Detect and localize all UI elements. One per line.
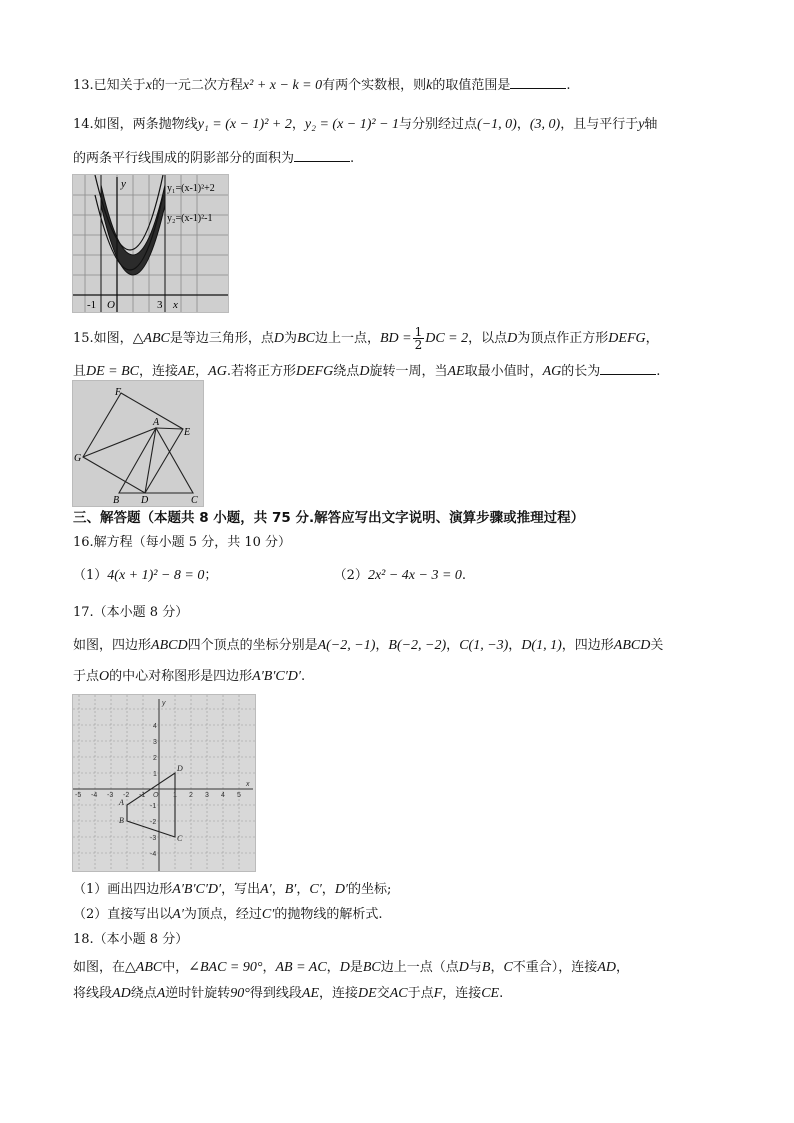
q18-D2: D <box>458 960 469 975</box>
q15-AE2: AE <box>447 364 465 379</box>
q14-fig-y2-label: y₂=(x-1)²-1 <box>167 213 213 224</box>
q16-p2-end: . <box>461 568 467 583</box>
q18-l2-a: 绕点 <box>130 986 157 1001</box>
q15-sep: ， <box>195 364 209 379</box>
q16-p1-end: ； <box>204 568 218 583</box>
q15-fig-A: A <box>153 417 160 428</box>
q15-fig-E: E <box>184 427 191 438</box>
q16-p2-label: （2） <box>333 568 368 583</box>
q17-ytick--2: -2 <box>150 819 157 826</box>
q15-end: . <box>656 364 661 379</box>
q18-f: 不重合），连接 <box>512 960 598 975</box>
question-17-line2 <box>73 667 733 687</box>
q13-k: k <box>426 78 433 93</box>
q18-l2-c: 得到线段 <box>249 986 302 1001</box>
q17-ytick-4: 4 <box>153 723 157 730</box>
q14-fig-origin: O <box>107 299 115 311</box>
q17-xtick--4: -4 <box>91 792 98 799</box>
q14-fig-x-label: x <box>173 299 178 311</box>
q18-b: ， <box>326 960 340 975</box>
q17-xtick-5: 5 <box>237 792 241 799</box>
q17-D: D(1, 1) <box>521 638 562 653</box>
q15-figure <box>72 380 204 507</box>
q15-DEFG: DEFG <box>608 331 646 346</box>
q17-xtick--5: -5 <box>75 792 82 799</box>
question-14-line2 <box>73 147 733 169</box>
q15-end1: ， <box>645 331 659 346</box>
q14-fig-3: 3 <box>157 299 163 311</box>
q14-comma: ， <box>291 117 305 132</box>
q17-sub2-mid: 为顶点，经过 <box>183 907 262 922</box>
q14-parabola-2: y₂ = (x − 1)² − 1 <box>304 117 400 132</box>
q18-l2-end: . <box>499 986 504 1001</box>
q13-end: . <box>566 78 571 93</box>
q17-fig-C: C <box>177 834 183 843</box>
q18-deg: 90° <box>230 986 250 1001</box>
q13-x: x <box>145 78 152 93</box>
q17-sub1-end: 的坐标; <box>348 882 392 897</box>
question-13 <box>73 74 733 96</box>
q15-b: 为 <box>284 331 298 346</box>
q15-l2-prefix: 且 <box>73 364 87 379</box>
q15-dc: DC = 2 <box>425 331 469 346</box>
q17-ytick-2: 2 <box>153 755 157 762</box>
question-18-line2 <box>73 984 733 1004</box>
q18-l2-b: 逆时针旋转 <box>165 986 231 1001</box>
q18-l2-f: 于点 <box>407 986 434 1001</box>
q15-AE: AE <box>178 364 196 379</box>
question-17-sub1: （1）画出四边形A′B′C′D′，写出A′，B′，C′，D′的坐标; <box>73 882 392 897</box>
q14-suffix: ，且与平行于 <box>560 117 639 132</box>
q15-prefix: 15.如图， <box>73 331 133 346</box>
q17-y-label: y <box>162 700 166 707</box>
q17-ytick--3: -3 <box>150 835 157 842</box>
q15-l2-d: 旋转一周，当 <box>369 364 448 379</box>
q15-fig-B: B <box>113 495 120 506</box>
q15-geometry <box>73 381 203 506</box>
q18-l2-d: ，连接 <box>319 986 359 1001</box>
q18-CE: CE <box>481 986 500 1001</box>
q17-figure <box>72 694 256 872</box>
q18-AD: AD <box>597 960 616 975</box>
q14-line2: 的两条平行线围成的阴影部分的面积为 <box>73 151 295 166</box>
q14-point-2: (3, 0) <box>529 117 561 132</box>
q17-xtick--1: -1 <box>139 792 146 799</box>
q14-graph <box>73 175 228 312</box>
q15-D2: D <box>507 331 518 346</box>
q17-end1: 关 <box>650 638 664 653</box>
q15-fraction <box>413 326 425 351</box>
q15-fig-D: D <box>141 495 149 506</box>
question-18-title: 18.（本小题 8 分） <box>73 932 189 947</box>
q15-e: 为顶点作正方形 <box>517 331 609 346</box>
q18-e: 与 <box>468 960 482 975</box>
q17-fig-A: A <box>119 798 124 807</box>
q15-DEFG2: DEFG <box>295 364 334 379</box>
q17-d-prime: D′ <box>334 882 348 897</box>
q14-point-1: (−1, 0) <box>477 117 517 132</box>
question-15-line1 <box>73 326 733 351</box>
q15-frac-num: 1 <box>414 325 423 339</box>
q17-ytick-3: 3 <box>153 739 157 746</box>
q18-l2-prefix: 将线段 <box>73 986 113 1001</box>
q18-l2-g: ，连接 <box>442 986 482 1001</box>
q14-answer-blank <box>294 147 350 162</box>
q18-a: 中， <box>162 960 189 975</box>
question-16-parts <box>73 566 733 586</box>
q15-BC: BC <box>297 331 315 346</box>
question-15-line2 <box>73 360 733 382</box>
q14-prefix: 14.如图，两条抛物线 <box>73 117 198 132</box>
q15-answer-blank <box>600 360 656 375</box>
section-3-heading: 三、解答题（本题共 8 小题，共 75 分.解答应写出文字说明、演算步骤或推理过程） <box>73 510 585 526</box>
q15-de-bc: DE = BC <box>86 364 140 379</box>
q17-xtick-4: 4 <box>221 792 225 799</box>
q17-c-prime: C′ <box>309 882 322 897</box>
q17-ytick-1: 1 <box>153 771 157 778</box>
q13-mid: 的一元二次方程 <box>151 78 243 93</box>
q18-B: B <box>481 960 491 975</box>
q17-a-prime: A′ <box>260 882 272 897</box>
q17-sub2-a-prime: A′ <box>172 907 184 922</box>
q17-A: A(−2, −1) <box>317 638 376 653</box>
question-17-line1: 如图，四边形ABCD四个顶点的坐标分别是A(−2, −1)，B(−2, −2)，C(1, −3)，D(1, 1)，四边形ABCD关 <box>73 638 664 653</box>
q17-xtick--3: -3 <box>107 792 114 799</box>
q18-ab-ac: AB = AC <box>275 960 327 975</box>
q18-end1: ， <box>615 960 629 975</box>
q17-xtick-2: 2 <box>189 792 193 799</box>
q15-l2-e: 取最小值时， <box>464 364 543 379</box>
q18-c: 是 <box>349 960 363 975</box>
q14-fig-y1-label: y₁=(x-1)²+2 <box>167 183 215 194</box>
q17-ytick--4: -4 <box>150 851 157 858</box>
q17-coordinate-grid <box>73 695 255 871</box>
q15-bd: BD = <box>379 331 412 346</box>
q15-AG: AG <box>208 364 227 379</box>
q17-xtick-3: 3 <box>205 792 209 799</box>
q18-BC: BC <box>362 960 381 975</box>
q15-l2-c: 绕点 <box>333 364 360 379</box>
q17-sub1-mid: ，写出 <box>221 882 261 897</box>
question-17-sub2 <box>73 905 733 925</box>
q13-equation: x² + x − k = 0 <box>242 78 323 93</box>
q13-answer-blank <box>510 74 566 89</box>
q17-l2-mid: 的中心对称图形是四边形 <box>109 669 253 684</box>
q14-figure <box>72 174 229 313</box>
q14-parabola-1: y₁ = (x − 1)² + 2 <box>197 117 292 132</box>
q13-suffix: 的取值范围是 <box>432 78 511 93</box>
q14-fig-y-label: y <box>121 178 126 190</box>
q17-ABCD: ABCD <box>151 638 188 653</box>
q17-b-prime: B′ <box>284 882 297 897</box>
q17-xtick--2: -2 <box>123 792 130 799</box>
q14-end1: 轴 <box>644 117 658 132</box>
q17-sub2-end: 的抛物线的解析式. <box>274 907 383 922</box>
q15-D: D <box>273 331 285 346</box>
q18-AD2: AD <box>112 986 131 1001</box>
q15-d: ，以点 <box>468 331 508 346</box>
q17-fig-B: B <box>119 816 124 825</box>
q16-p1-equation: 4(x + 1)² − 8 = 0 <box>107 568 205 583</box>
q17-b: ，四边形 <box>561 638 614 653</box>
q18-C: C <box>503 960 513 975</box>
q18-D: D <box>339 960 350 975</box>
q14-comma-2: ， <box>516 117 530 132</box>
q15-a: 是等边三角形，点 <box>169 331 274 346</box>
q15-fig-C: C <box>191 495 198 506</box>
q17-sub1-quad: A′B′C′D′ <box>172 882 222 897</box>
q14-y: y <box>638 117 645 132</box>
q17-B: B(−2, −2) <box>388 638 447 653</box>
q18-A: A <box>156 986 166 1001</box>
q18-AE: AE <box>301 986 320 1001</box>
q17-ABCD2: ABCD <box>613 638 651 653</box>
q18-triangle: △ABC <box>125 960 163 975</box>
q15-l2-f: 的长为 <box>561 364 601 379</box>
q15-c: 边上一点， <box>314 331 380 346</box>
q15-triangle: △ABC <box>132 331 170 346</box>
q18-F: F <box>433 986 443 1001</box>
q13-mid2: 有两个实数根，则 <box>322 78 427 93</box>
q13-prefix: 13.已知关于 <box>73 78 146 93</box>
question-14-line1 <box>73 115 733 135</box>
q17-origin: O <box>153 792 159 799</box>
q17-image-quad: A′B′C′D′ <box>252 669 301 684</box>
q17-l2-end: . <box>300 669 306 684</box>
q17-fig-D: D <box>177 764 183 773</box>
q17-xtick-1: 1 <box>173 792 177 799</box>
q17-sub2-prefix: （2）直接写出以 <box>73 907 173 922</box>
q15-fig-G: G <box>74 453 82 464</box>
q17-O: O <box>99 669 110 684</box>
question-16-title: 16.解方程（每小题 5 分，共 10 分） <box>73 535 292 550</box>
q18-angle: ∠BAC = 90° <box>188 960 263 975</box>
q17-sub2-c-prime: C′ <box>261 907 275 922</box>
q17-ytick--1: -1 <box>150 803 157 810</box>
q14-mid: 与分别经过点 <box>399 117 478 132</box>
q17-l2-prefix: 于点 <box>73 669 100 684</box>
q15-frac-den: 2 <box>414 338 423 352</box>
q16-p2-equation: 2x² − 4x − 3 = 0 <box>367 568 462 583</box>
q18-DE: DE <box>358 986 377 1001</box>
q18-l2-e: 交 <box>376 986 390 1001</box>
q17-x-label: x <box>246 781 250 788</box>
q14-fig-neg1: -1 <box>87 299 97 311</box>
q18-AC: AC <box>389 986 408 1001</box>
q18-prefix: 如图，在 <box>73 960 126 975</box>
q15-fig-F: F <box>115 387 122 398</box>
q14-end: . <box>350 151 355 166</box>
q17-a: 四个顶点的坐标分别是 <box>187 638 318 653</box>
q15-l2-a: ，连接 <box>139 364 179 379</box>
question-17-title: 17.（本小题 8 分） <box>73 605 189 620</box>
q17-sub1-prefix: （1）画出四边形 <box>73 882 173 897</box>
q16-p1-label: （1） <box>73 568 108 583</box>
q15-D3: D <box>359 364 370 379</box>
q17-prefix: 如图，四边形 <box>73 638 152 653</box>
q17-C: C(1, −3) <box>459 638 509 653</box>
question-18-line1: 如图，在△ABC中，∠BAC = 90°，AB = AC，D是BC边上一点（点D与B，C不重合），连接AD， <box>73 960 629 975</box>
q15-AG2: AG <box>542 364 562 379</box>
q15-l2-b: .若将正方形 <box>226 364 296 379</box>
q18-d: 边上一点（点 <box>380 960 459 975</box>
